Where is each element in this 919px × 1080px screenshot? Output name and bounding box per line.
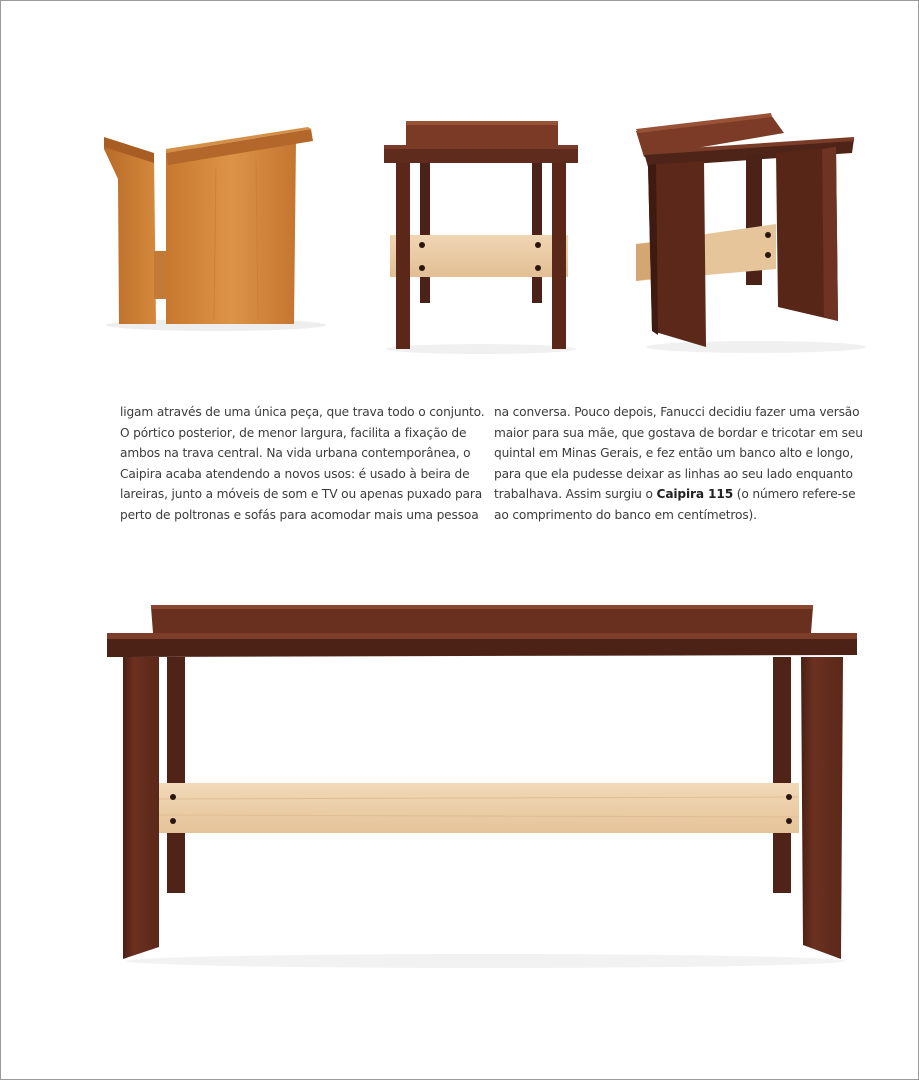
text-line: perto de poltronas e sofás para acomodar mais uma pessoa [120, 507, 479, 522]
text-line: lareiras, junto a móveis de som e TV ou apenas puxado para [120, 487, 483, 501]
text-line-with-highlight [494, 484, 856, 505]
text-line: para que ela pudesse deixar as linhas ao seu lado enquanto [494, 466, 853, 481]
stool-front-view-photo [376, 111, 586, 361]
text-line: quintal em Minas Gerais, e fez então um banco alto e longo, [494, 446, 854, 460]
text-line: na conversa. Pouco depois, Fanucci decidiu fazer uma versão [494, 405, 860, 419]
stool-side-view-photo [96, 119, 326, 344]
text-line: O pórtico posterior, de menor largura, facilita a fixação de [120, 425, 467, 440]
text-column-left [120, 402, 485, 525]
bench-caipira-115-photo [101, 599, 866, 974]
text-fragment: (o número refere-se [733, 487, 856, 501]
text-line: ligam através de uma única peça, que trava todo o conjunto. [120, 405, 485, 419]
product-name-highlight: Caipira 115 [656, 487, 734, 501]
text-line: ao comprimento do banco em centímetros). [494, 507, 757, 522]
stool-three-quarter-photo [626, 109, 866, 359]
text-column-right [494, 402, 863, 525]
text-line: maior para sua mãe, que gostava de bordar e tricotar em seu [494, 425, 863, 440]
text-fragment: trabalhava. Assim surgiu o [494, 487, 653, 501]
text-line: Caipira acaba atendendo a novos usos: é usado à beira de [120, 466, 470, 481]
text-line: ambos na trava central. Na vida urbana contemporânea, o [120, 446, 471, 460]
